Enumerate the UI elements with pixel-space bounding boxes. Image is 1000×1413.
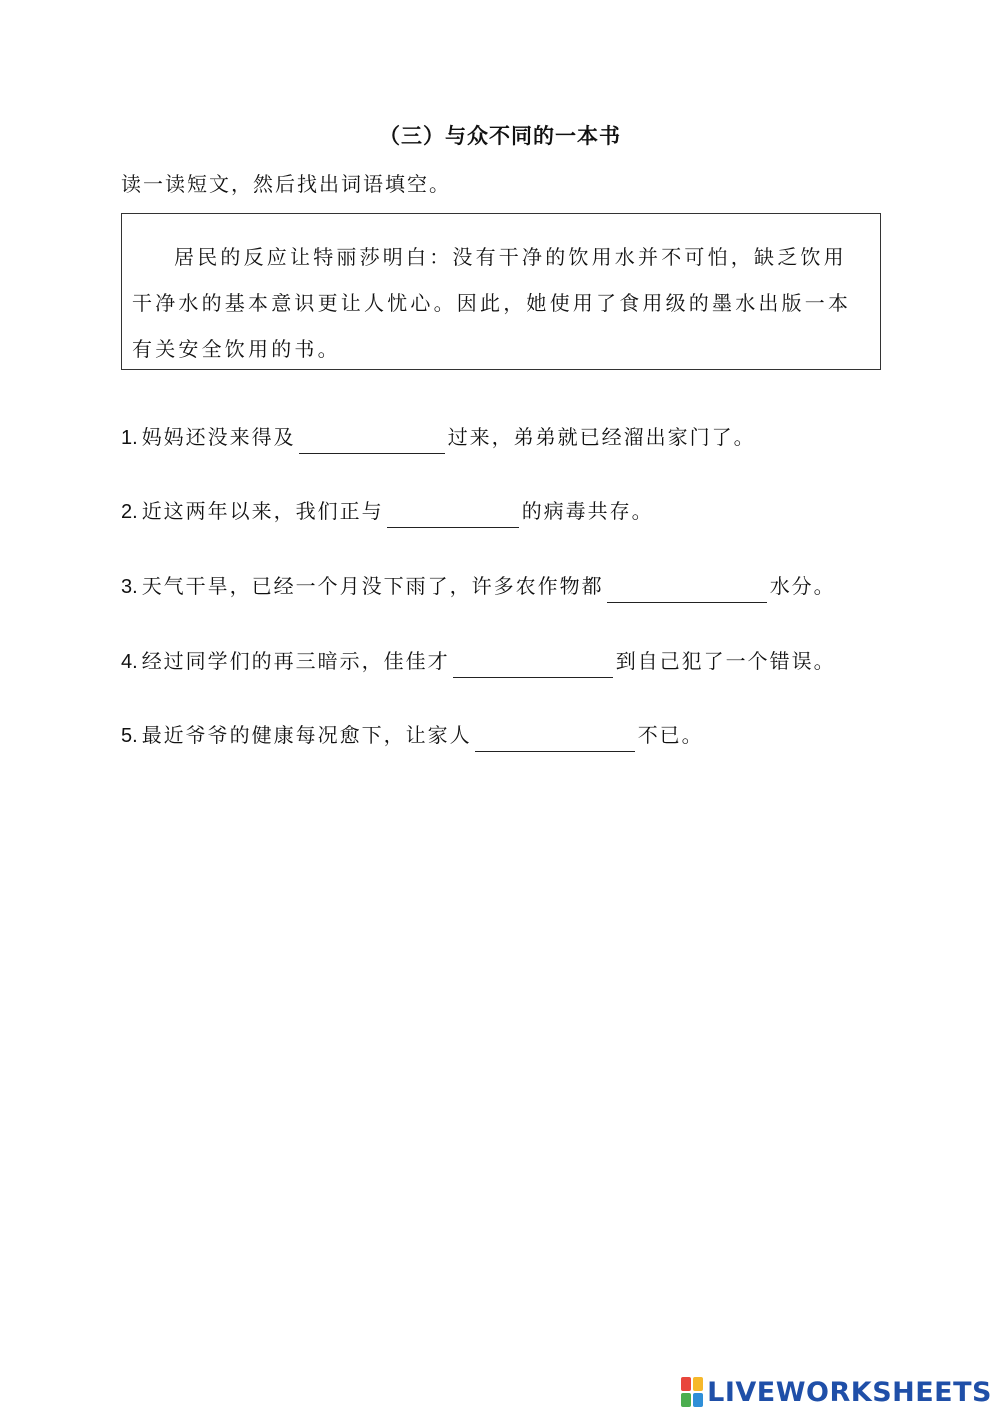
- question-text-after: 的病毒共存。: [521, 499, 654, 523]
- answer-blank-2[interactable]: [387, 505, 519, 528]
- question-text-after: 不已。: [637, 723, 704, 747]
- question-number: 1.: [121, 427, 138, 449]
- logo-block: [681, 1377, 691, 1391]
- answer-blank-3[interactable]: [607, 580, 767, 603]
- passage-text: 居民的反应让特丽莎明白：没有干净的饮用水并不可怕，缺乏饮用干净水的基本意识更让人忧心。因此，她使用了食用级的墨水出版一本有关安全饮用的书。: [132, 245, 852, 361]
- question-number: 4.: [121, 651, 138, 673]
- logo-block: [693, 1377, 703, 1391]
- question-text-after: 过来，弟弟就已经溜出家门了。: [447, 425, 756, 449]
- logo-block: [681, 1393, 691, 1407]
- question-text-before: 妈妈还没来得及: [141, 425, 296, 449]
- question-text-before: 经过同学们的再三暗示，佳佳才: [141, 649, 450, 673]
- answer-blank-5[interactable]: [475, 729, 635, 752]
- logo-blocks-icon: [681, 1377, 703, 1407]
- question-4: [121, 645, 836, 678]
- logo-block: [693, 1393, 703, 1407]
- answer-blank-4[interactable]: [453, 655, 613, 678]
- logo-text: LIVEWORKSHEETS: [707, 1376, 992, 1408]
- question-number: 2.: [121, 501, 138, 523]
- question-3: [121, 570, 836, 603]
- question-2: [121, 495, 654, 528]
- instruction-text: 读一读短文，然后找出词语填空。: [121, 172, 451, 196]
- question-text-before: 近这两年以来，我们正与: [141, 499, 384, 523]
- question-5: [121, 719, 704, 752]
- question-text-after: 水分。: [769, 574, 836, 598]
- question-text-after: 到自己犯了一个错误。: [615, 649, 836, 673]
- worksheet-title: （三）与众不同的一本书: [379, 124, 621, 148]
- question-text-before: 天气干旱，已经一个月没下雨了，许多农作物都: [141, 574, 604, 598]
- question-number: 5.: [121, 725, 138, 747]
- question-1: [121, 421, 756, 454]
- answer-blank-1[interactable]: [299, 431, 445, 454]
- passage-box: [121, 213, 881, 370]
- liveworksheets-logo[interactable]: [681, 1375, 992, 1409]
- question-number: 3.: [121, 576, 138, 598]
- question-text-before: 最近爷爷的健康每况愈下，让家人: [141, 723, 472, 747]
